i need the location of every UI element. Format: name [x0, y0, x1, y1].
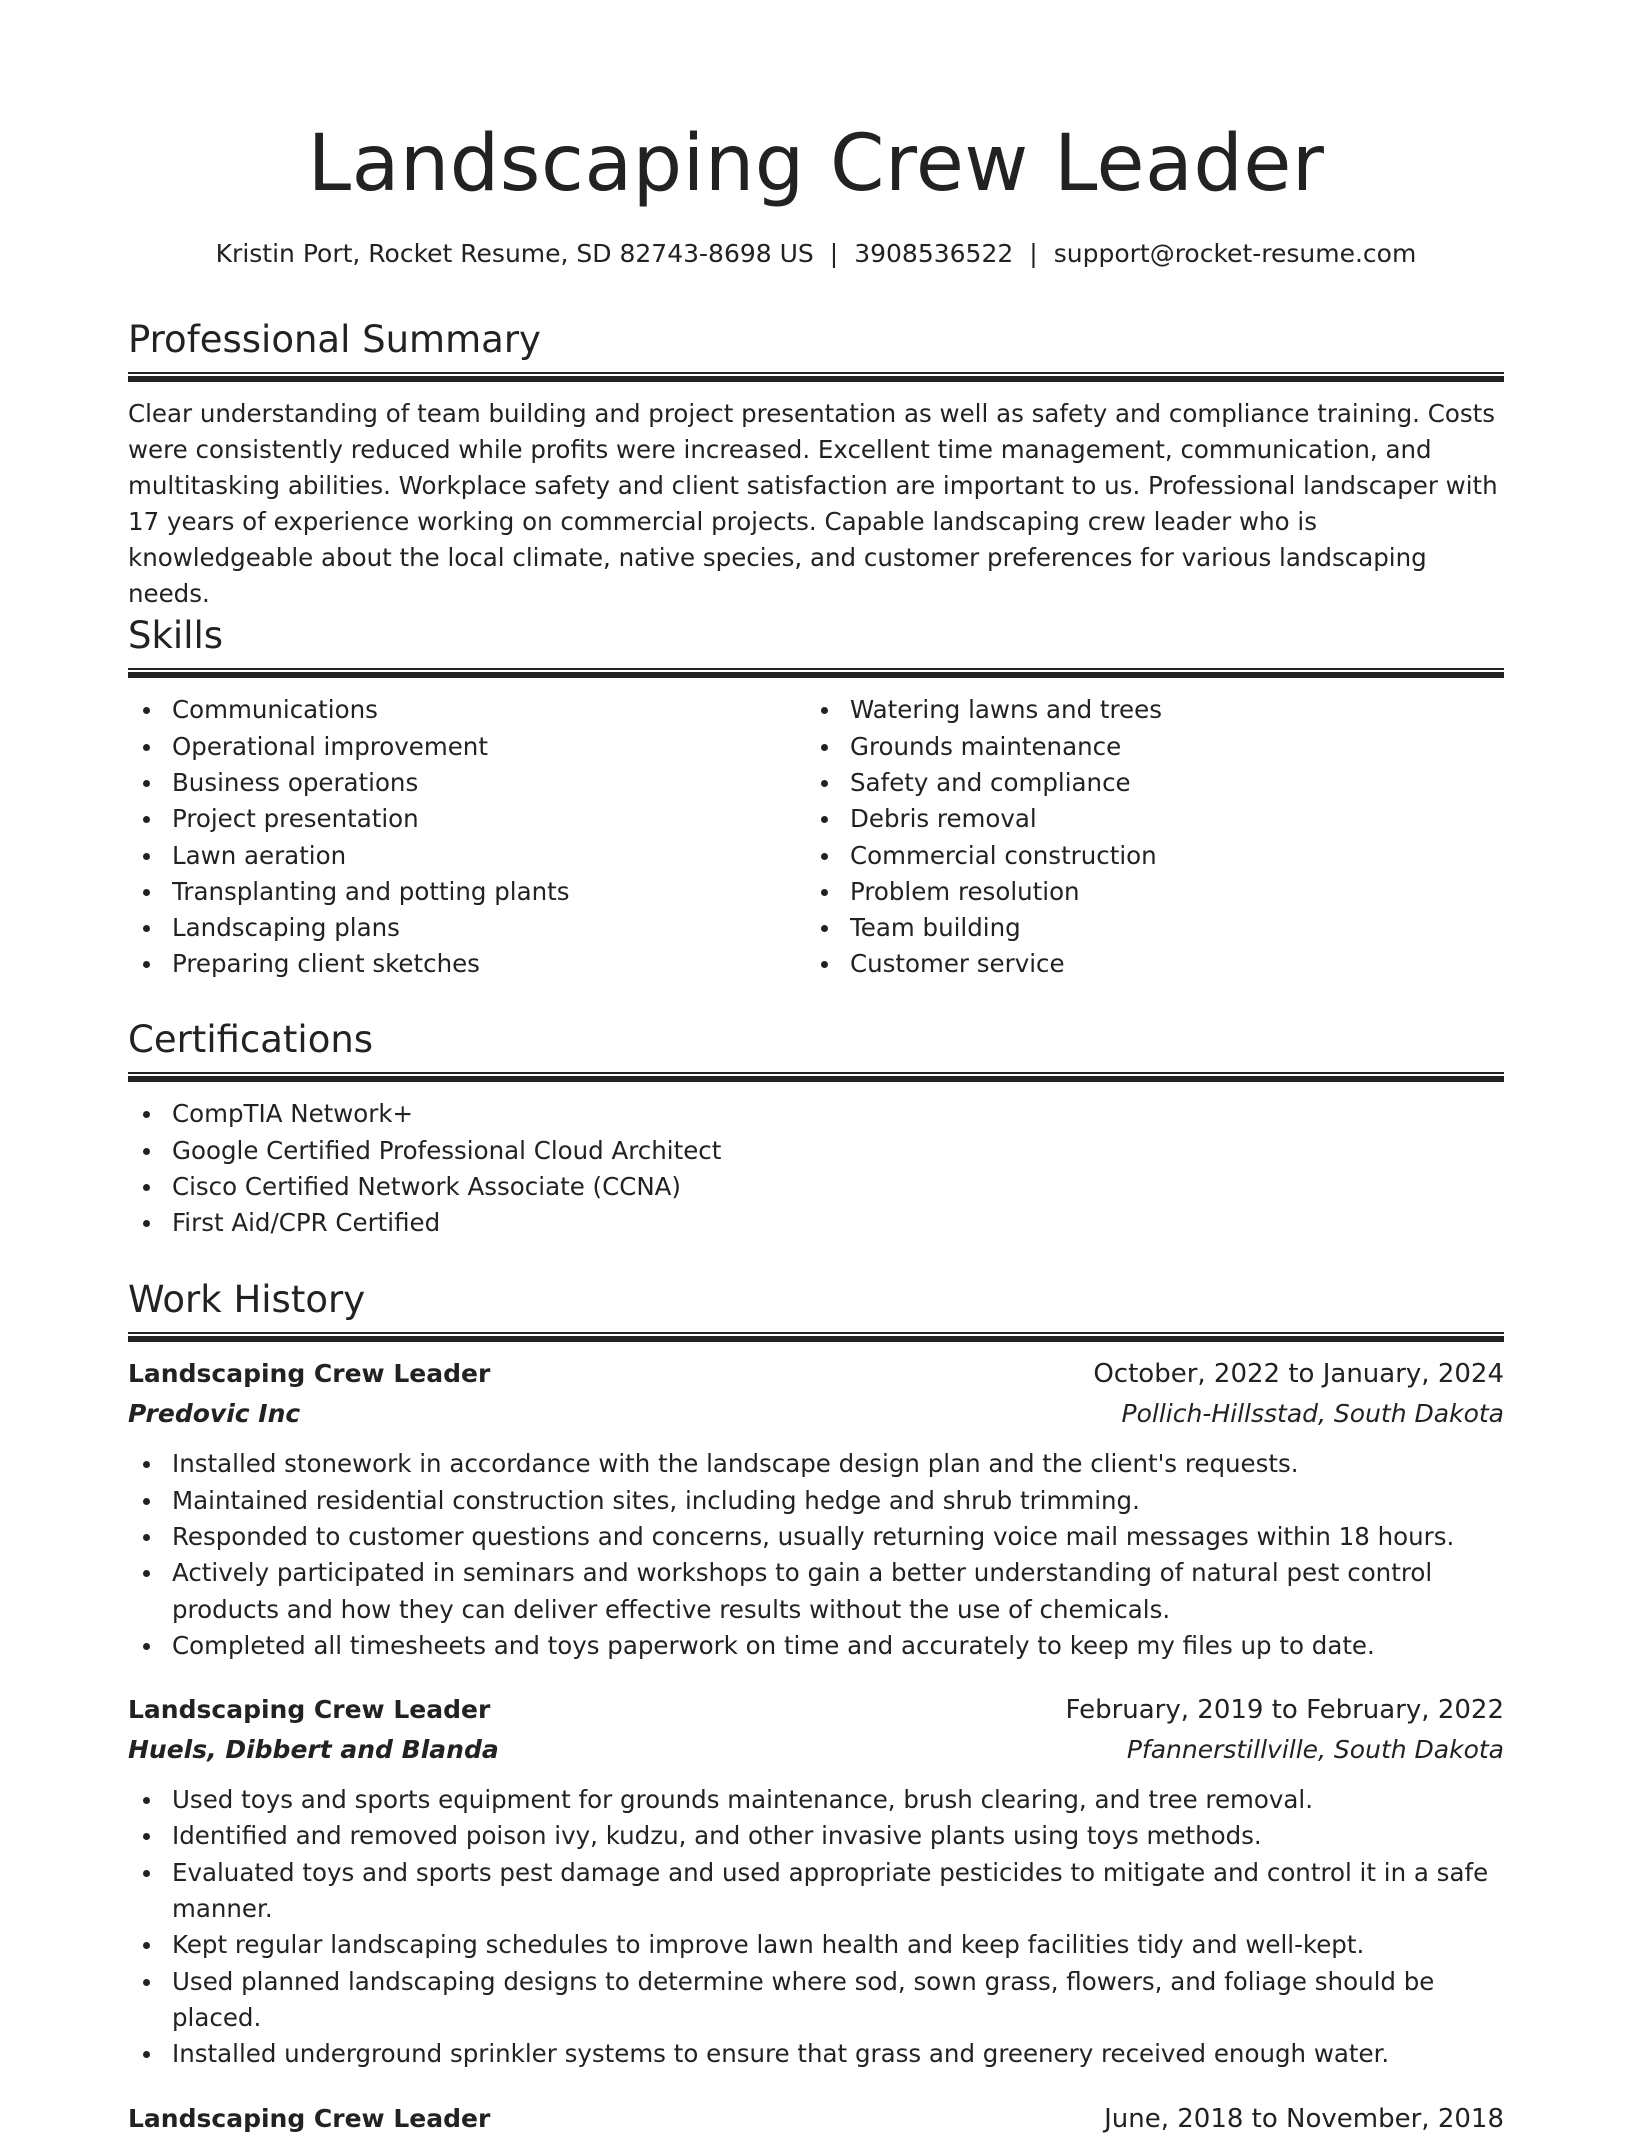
contact-phone: 3908536522: [854, 239, 1014, 268]
work-history-section: [128, 1278, 1504, 2139]
list-item: Identified and removed poison ivy, kudzu, and other invasive plants using toys methods.: [128, 1818, 1504, 1854]
list-item: Communications: [128, 692, 806, 728]
job-entry: [128, 1354, 1504, 1664]
job-subheader: [128, 1394, 1504, 1434]
list-item: Actively participated in seminars and workshops to gain a better understanding of natural pest control products and how they can deliver effective results without the use of chemicals.: [128, 1555, 1504, 1628]
section-divider: [128, 1332, 1504, 1342]
list-item: Cisco Certified Network Associate (CCNA): [128, 1169, 1504, 1205]
contact-separator: |: [829, 239, 839, 268]
work-history-heading: Work History: [128, 1278, 366, 1321]
list-item: Preparing client sketches: [128, 946, 806, 982]
summary-text: Clear understanding of team building and project presentation as well as safety and compliance training. Costs were consistently reduced while profits were increased. Excellent time management, communication, and multitasking abilities. Workplace safety and client satisfaction are important to us. Professional landscaper with 17 years of experience working on commercial projects. Capable landscaping crew leader who is knowledgeable about the local climate, native species, and customer preferences for various landscaping needs.: [128, 399, 1498, 609]
list-item: First Aid/CPR Certified: [128, 1205, 1504, 1241]
list-item: Debris removal: [806, 801, 1484, 837]
certifications-section: [128, 1018, 1504, 1242]
job-entry: [128, 1690, 1504, 2072]
job-location: Pfannerstillville, South Dakota: [1126, 1735, 1504, 1765]
section-divider: [128, 372, 1504, 382]
job-header: [128, 2099, 1504, 2139]
list-item: Transplanting and potting plants: [128, 874, 806, 910]
list-item: Team building: [806, 910, 1484, 946]
job-dates: October, 2022 to January, 2024: [1093, 1359, 1504, 1390]
list-item: Commercial construction: [806, 838, 1484, 874]
list-item: CompTIA Network+: [128, 1096, 1504, 1132]
section-divider: [128, 668, 1504, 678]
certifications-list: [128, 1096, 1504, 1241]
job-dates: February, 2019 to February, 2022: [1065, 1695, 1504, 1726]
contact-line: [128, 238, 1504, 271]
list-item: Watering lawns and trees: [806, 692, 1484, 728]
list-item: Completed all timesheets and toys paperwork on time and accurately to keep my files up to date.: [128, 1628, 1504, 1664]
job-duties-list: [128, 1782, 1504, 2072]
job-title: Landscaping Crew Leader: [128, 1359, 491, 1389]
list-item: Lawn aeration: [128, 838, 806, 874]
list-item: Project presentation: [128, 801, 806, 837]
list-item: Safety and compliance: [806, 765, 1484, 801]
job-company: Predovic Inc: [128, 1399, 301, 1429]
resume-title: Landscaping Crew Leader: [307, 119, 1325, 209]
job-company: Huels, Dibbert and Blanda: [128, 1735, 499, 1765]
skills-list-right: [806, 692, 1484, 982]
list-item: Google Certified Professional Cloud Architect: [128, 1133, 1504, 1169]
list-item: Operational improvement: [128, 729, 806, 765]
list-item: Grounds maintenance: [806, 729, 1484, 765]
job-header: [128, 1690, 1504, 1730]
list-item: Problem resolution: [806, 874, 1484, 910]
contact-email: support@rocket-resume.com: [1053, 239, 1417, 268]
list-item: Landscaping plans: [128, 910, 806, 946]
contact-address: Kristin Port, Rocket Resume, SD 82743-8698 US: [215, 239, 814, 268]
list-item: Used toys and sports equipment for grounds maintenance, brush clearing, and tree removal.: [128, 1782, 1504, 1818]
list-item: Customer service: [806, 946, 1484, 982]
skills-section: [128, 614, 1504, 983]
job-entry: [128, 2099, 1504, 2139]
list-item: Used planned landscaping designs to determine where sod, sown grass, flowers, and foliage should be placed.: [128, 1964, 1504, 2037]
summary-section: [128, 318, 1504, 612]
skills-column-right: [806, 692, 1484, 982]
resume-page: [128, 0, 1504, 2134]
contact-separator: |: [1029, 239, 1038, 268]
job-title: Landscaping Crew Leader: [128, 2103, 491, 2133]
certifications-heading: Certifications: [128, 1018, 374, 1061]
section-divider: [128, 1072, 1504, 1082]
list-item: Maintained residential construction sites, including hedge and shrub trimming.: [128, 1483, 1504, 1519]
job-dates: June, 2018 to November, 2018: [1104, 2103, 1504, 2134]
summary-heading: Professional Summary: [128, 318, 541, 361]
list-item: Kept regular landscaping schedules to improve lawn health and keep facilities tidy and well-kept.: [128, 1927, 1504, 1963]
job-title: Landscaping Crew Leader: [128, 1695, 491, 1725]
list-item: Installed stonework in accordance with the landscape design plan and the client's requests.: [128, 1446, 1504, 1482]
skills-list-left: [128, 692, 806, 982]
skills-column-left: [128, 692, 806, 982]
skills-heading: Skills: [128, 614, 224, 657]
list-item: Evaluated toys and sports pest damage and used appropriate pesticides to mitigate and control it in a safe manner.: [128, 1855, 1504, 1928]
job-duties-list: [128, 1446, 1504, 1664]
job-location: Pollich-Hillsstad, South Dakota: [1121, 1399, 1504, 1429]
list-item: Installed underground sprinkler systems to ensure that grass and greenery received enough water.: [128, 2036, 1504, 2072]
job-subheader: [128, 1730, 1504, 1770]
list-item: Responded to customer questions and concerns, usually returning voice mail messages within 18 hours.: [128, 1519, 1504, 1555]
job-header: [128, 1354, 1504, 1394]
skills-grid: [128, 692, 1504, 982]
list-item: Business operations: [128, 765, 806, 801]
